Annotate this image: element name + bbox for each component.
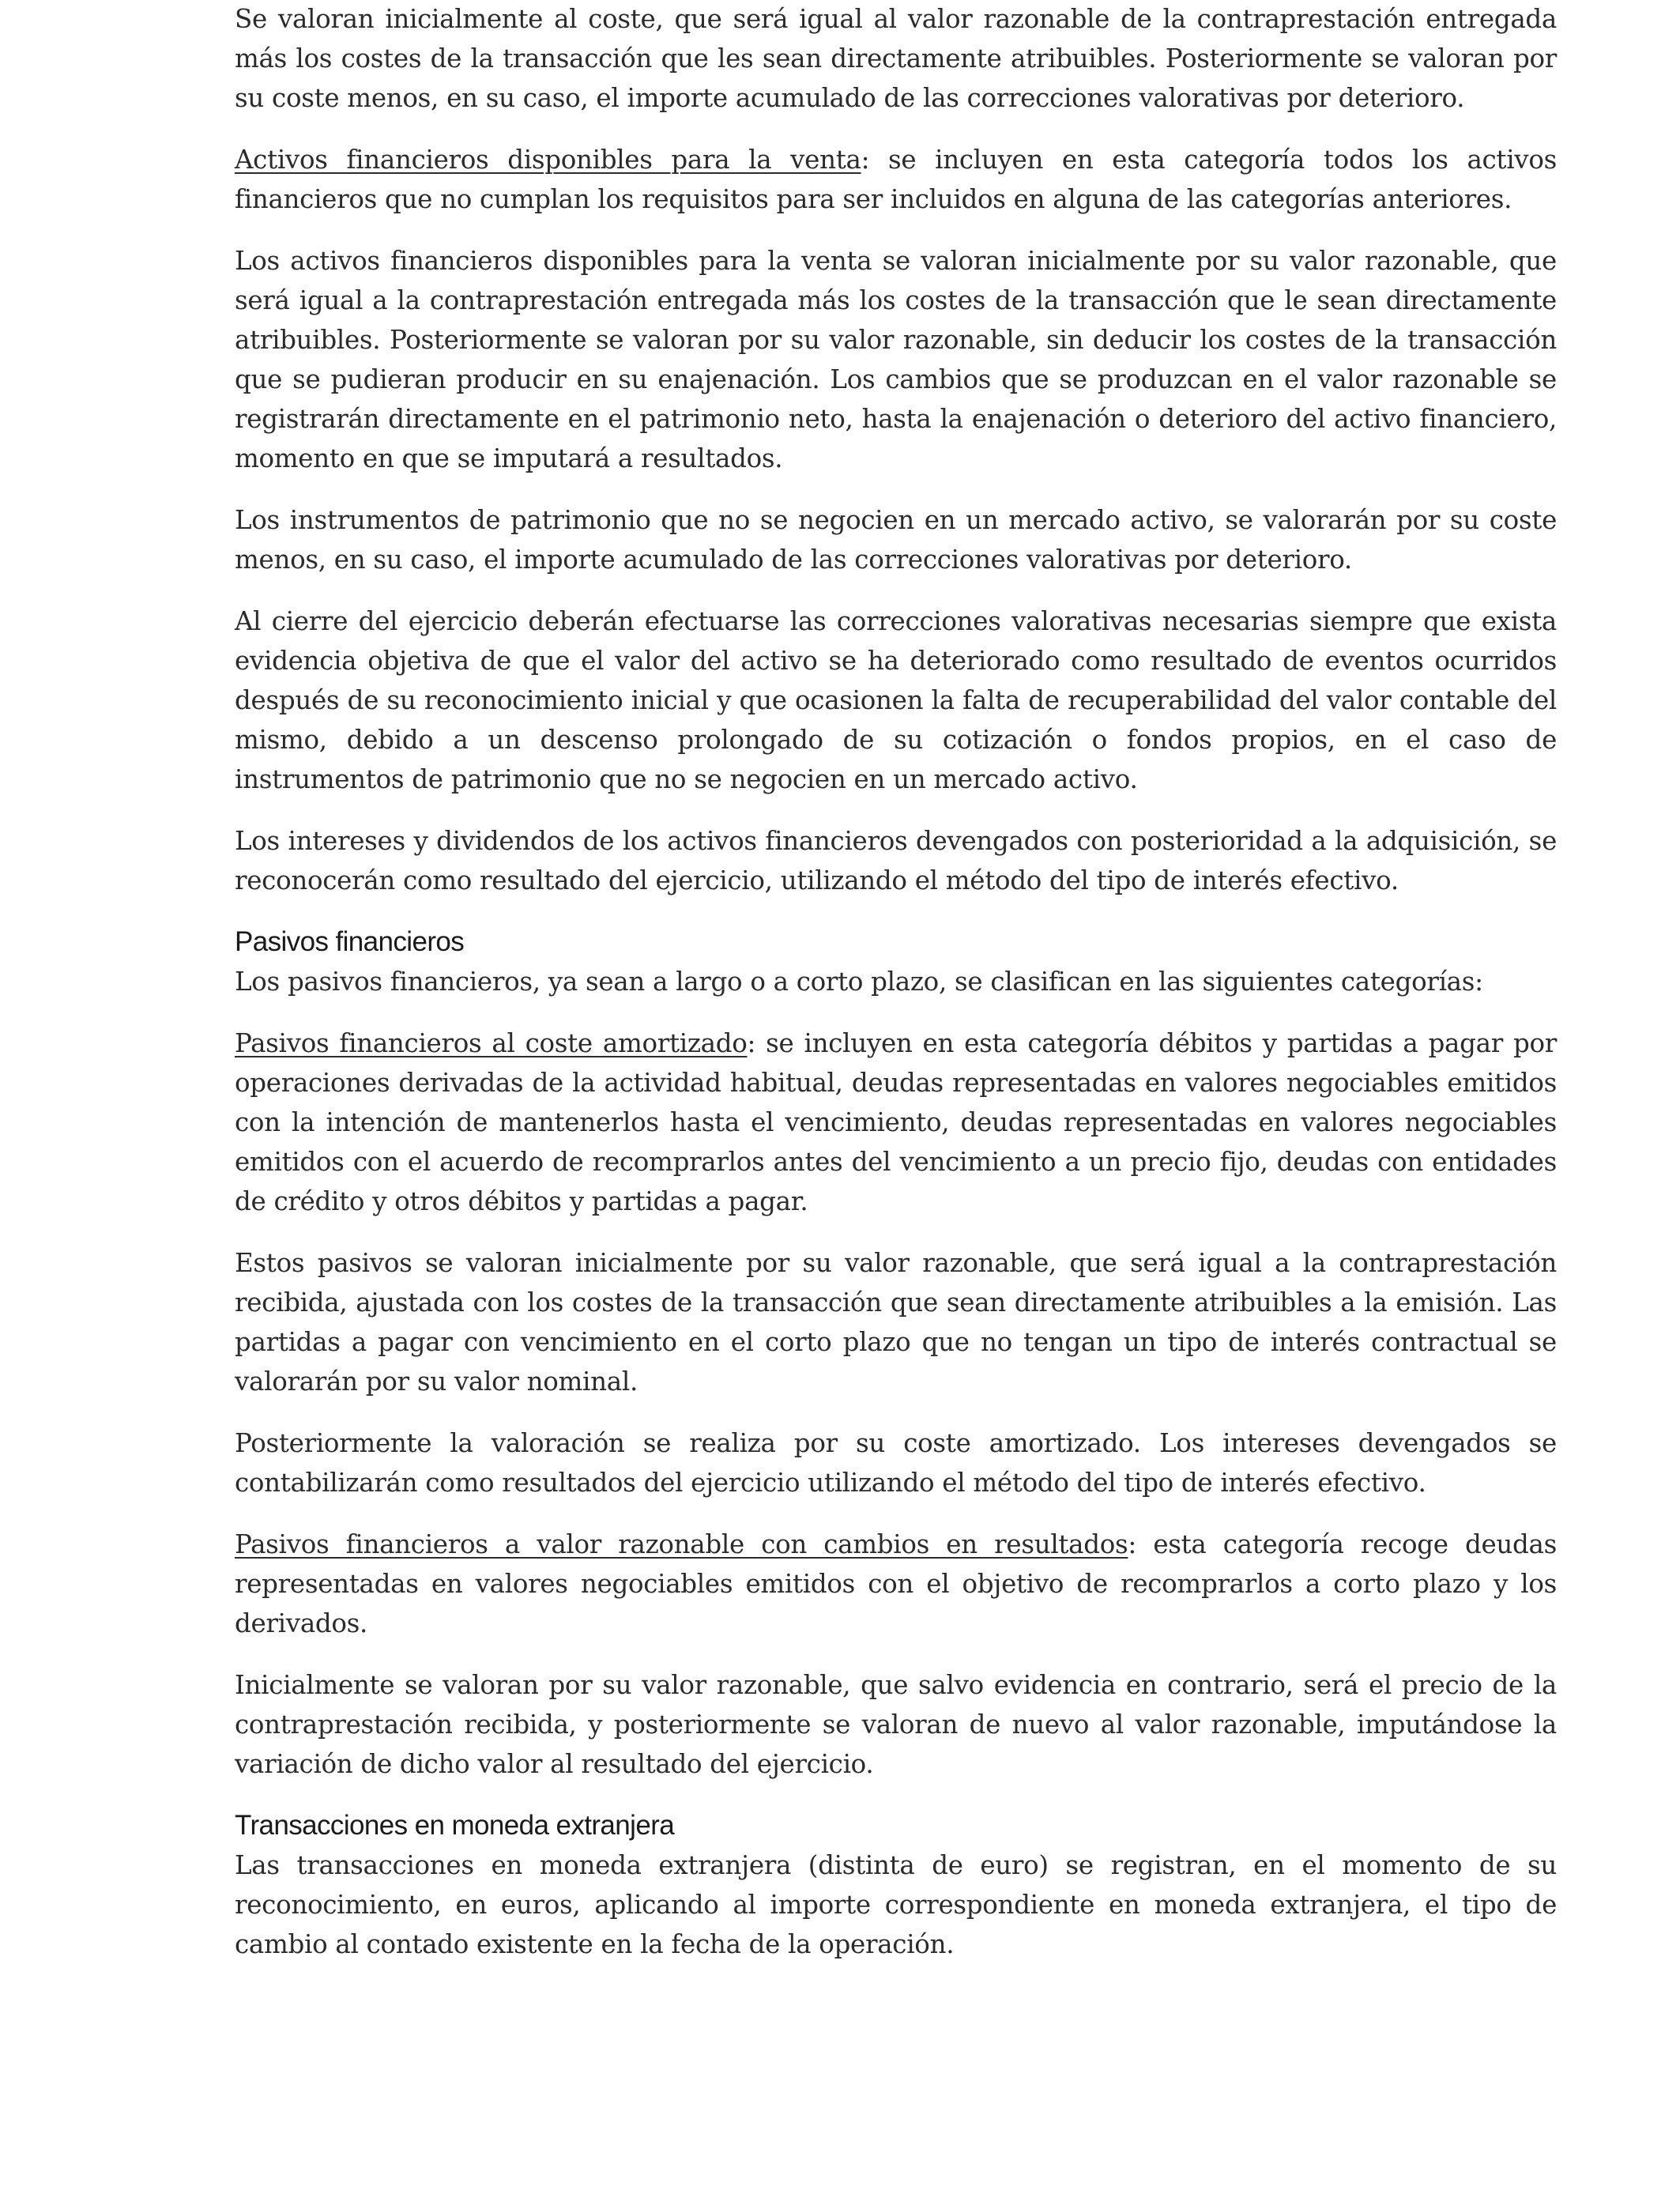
term-pasivos-valor-razonable: Pasivos financieros a valor razonable con cambios en resultados <box>235 1529 1128 1559</box>
paragraph-pasivos-clasificacion: Los pasivos financieros, ya sean a largo o a corto plazo, se clasifican en las siguientes categorías: <box>235 967 1483 997</box>
paragraph-instrumentos-patrimonio: Los instrumentos de patrimonio que no se negocien en un mercado activo, se valorarán por su coste menos, en su caso, el importe acumulado de las correcciones valorativas por deterioro. <box>235 505 1557 575</box>
paragraph-pasivos-valoracion-posterior: Posteriormente la valoración se realiza por su coste amortizado. Los intereses devengados se contabilizarán como resultados del ejercicio utilizando el método del tipo de interés efectivo. <box>235 1428 1557 1498</box>
paragraph-pasivos-valoracion-inicial: Estos pasivos se valoran inicialmente por su valor razonable, que será igual a la contraprestación recibida, ajustada con los costes de la transacción que sean directamente atribuibles a la emisión. Las partidas a pagar con vencimiento en el corto plazo que no tengan un tipo de interés contractual se valorarán por su valor nominal. <box>235 1248 1557 1397</box>
paragraph-pasivos-valor-razonable <box>235 1525 1557 1643</box>
paragraph-transacciones-moneda: Las transacciones en moneda extranjera (distinta de euro) se registran, en el momento de su reconocimiento, en euros, aplicando al importe correspondiente en moneda extranjera, el tipo de cambio al contado existente en la fecha de la operación. <box>235 1850 1557 1959</box>
paragraph-pasivos-coste-amortizado-text: : se incluyen en esta categoría débitos y partidas a pagar por operaciones derivadas de la actividad habitual, deudas representadas en valores negociables emitidos con la intención de mantenerlos hasta el vencimiento, deudas representadas en valores negociables emitidos con el acuerdo de recomprarlos antes del vencimiento a un precio fijo, deudas con entidades de crédito y otros débitos y partidas a pagar. <box>235 1028 1557 1216</box>
paragraph-activos-disponibles <box>235 140 1557 219</box>
term-activos-disponibles-venta: Activos financieros disponibles para la venta <box>235 145 861 175</box>
paragraph-valoracion-coste: Se valoran inicialmente al coste, que será igual al valor razonable de la contraprestación entregada más los costes de la transacción que les sean directamente atribuibles. Posteriormente se valoran por su coste menos, en su caso, el importe acumulado de las correcciones valorativas por deterioro. <box>235 4 1557 113</box>
paragraph-pasivos-valor-razonable-text: : esta categoría recoge deudas representadas en valores negociables emitidos con el objetivo de recomprarlos a corto plazo y los derivados. <box>235 1529 1558 1638</box>
document-body <box>235 0 1557 1986</box>
paragraph-cierre-ejercicio: Al cierre del ejercicio deberán efectuarse las correcciones valorativas necesarias siempre que exista evidencia objetiva de que el valor del activo se ha deteriorado como resultado de eventos ocurridos después de su reconocimiento inicial y que ocasionen la falta de recuperabilidad del valor contable del mismo, debido a un descenso prolongado de su cotización o fondos propios, en el caso de instrumentos de patrimonio que no se negocien en un mercado activo. <box>235 606 1557 794</box>
paragraph-valoracion-disponibles: Los activos financieros disponibles para la venta se valoran inicialmente por su valor razonable, que será igual a la contraprestación entregada más los costes de la transacción que le sean directamente atribuibles. Posteriormente se valoran por su valor razonable, sin deducir los costes de la transacción que se pudieran producir en su enajenación. Los cambios que se produzcan en el valor razonable se registrarán directamente en el patrimonio neto, hasta la enajenación o deterioro del activo financiero, momento en que se imputará a resultados. <box>235 246 1557 473</box>
term-pasivos-coste-amortizado: Pasivos financieros al coste amortizado <box>235 1028 748 1058</box>
paragraph-intereses-dividendos: Los intereses y dividendos de los activos financieros devengados con posterioridad a la adquisición, se reconocerán como resultado del ejercicio, utilizando el método del tipo de interés efectivo. <box>235 826 1557 895</box>
paragraph-pasivos-valoracion-razonable: Inicialmente se valoran por su valor razonable, que salvo evidencia en contrario, será el precio de la contraprestación recibida, y posteriormente se valoran de nuevo al valor razonable, imputándose la variación de dicho valor al resultado del ejercicio. <box>235 1670 1557 1779</box>
heading-transacciones-moneda-extranjera: Transacciones en moneda extranjera <box>235 1810 675 1841</box>
paragraph-pasivos-coste-amortizado <box>235 1023 1557 1221</box>
paragraph-activos-disponibles-text: : se incluyen en esta categoría todos los activos financieros que no cumplan los requisitos para ser incluidos en alguna de las categorías anteriores. <box>235 145 1557 214</box>
heading-pasivos-financieros: Pasivos financieros <box>235 926 465 957</box>
